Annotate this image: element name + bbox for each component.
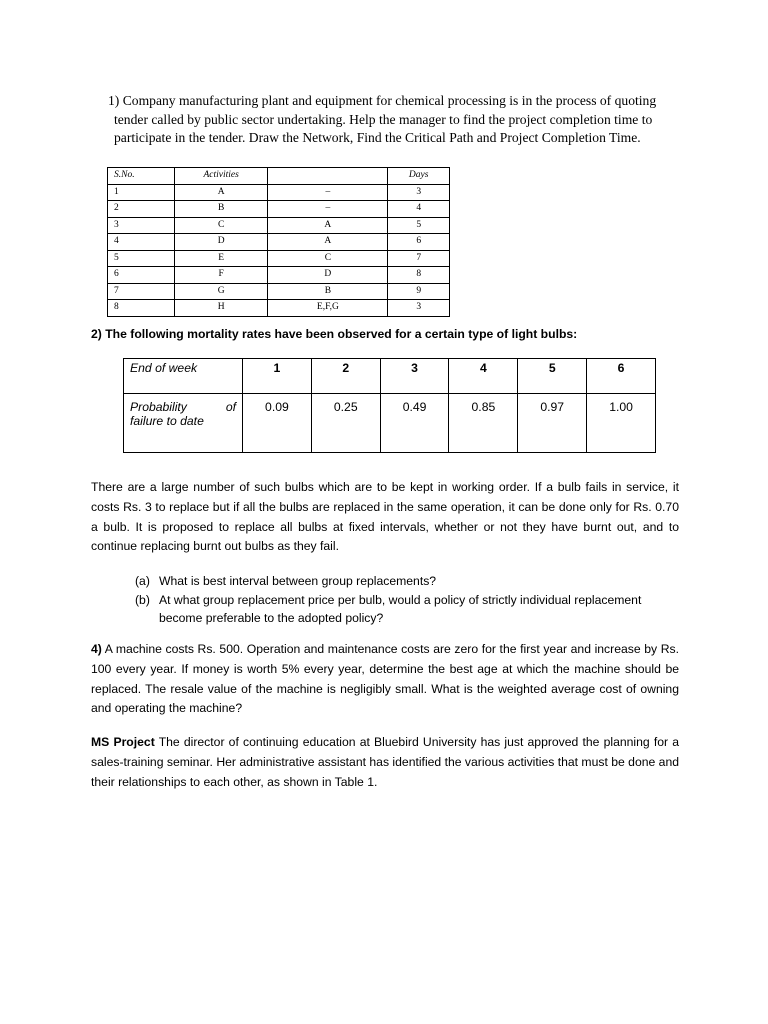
ms-project-question xyxy=(91,733,679,792)
activity-table-row xyxy=(108,267,450,284)
activity-cell-predecessor: A xyxy=(268,234,388,251)
activity-table xyxy=(107,167,450,317)
question-1-line-2: tender called by public sector undertaking. Help the manager to find the project completion time to xyxy=(114,111,653,127)
activity-cell-activity: F xyxy=(174,267,267,284)
question-4 xyxy=(91,640,679,719)
activity-table-row xyxy=(108,250,450,267)
activity-cell-predecessor: C xyxy=(268,250,388,267)
activity-cell-activity: G xyxy=(174,283,267,300)
activity-cell-days: 4 xyxy=(388,201,450,218)
probability-value-cell: 0.85 xyxy=(449,394,518,453)
activity-cell-activity: C xyxy=(174,217,267,234)
activity-cell-sno: 6 xyxy=(108,267,175,284)
week-number-cell: 6 xyxy=(587,359,656,394)
probability-label-cell xyxy=(124,394,243,453)
mortality-table xyxy=(123,358,656,453)
question-2-subquestions xyxy=(135,572,680,628)
activity-table-row xyxy=(108,300,450,317)
activity-table-row xyxy=(108,234,450,251)
mortality-row-week xyxy=(124,359,656,394)
activity-table-row xyxy=(108,201,450,218)
week-number-cell: 4 xyxy=(449,359,518,394)
activity-cell-days: 3 xyxy=(388,184,450,201)
end-of-week-label: End of week xyxy=(124,359,243,394)
activity-cell-activity: B xyxy=(174,201,267,218)
activity-cell-days: 9 xyxy=(388,283,450,300)
probability-value-cell: 0.25 xyxy=(311,394,380,453)
activity-table-row xyxy=(108,217,450,234)
probability-value-cell: 0.09 xyxy=(243,394,312,453)
activity-cell-sno: 1 xyxy=(108,184,175,201)
activity-cell-activity: D xyxy=(174,234,267,251)
activity-table-row xyxy=(108,283,450,300)
activity-cell-sno: 4 xyxy=(108,234,175,251)
question-1-line-1: 1) Company manufacturing plant and equipment for chemical processing is in the process of quoting xyxy=(108,93,657,108)
activity-cell-days: 7 xyxy=(388,250,450,267)
week-number-cell: 3 xyxy=(380,359,449,394)
week-number-cell: 2 xyxy=(311,359,380,394)
week-number-cell: 5 xyxy=(518,359,587,394)
activity-table-body xyxy=(108,168,450,317)
activity-cell-days: 3 xyxy=(388,300,450,317)
ms-project-text: The director of continuing education at Bluebird University has just approved the planning for a sales-training seminar. Her administrative assistant has identified the various activities that must be done and their relationships to each other, as shown in Table 1. xyxy=(91,735,680,789)
activity-cell-sno: 2 xyxy=(108,201,175,218)
question-1 xyxy=(108,92,680,148)
question-1-line-3: participate in the tender. Draw the Network, Find the Critical Path and Project Completion Time. xyxy=(114,130,641,145)
activity-cell-days: 8 xyxy=(388,267,450,284)
probability-value-cell: 0.97 xyxy=(518,394,587,453)
question-4-label: 4) xyxy=(91,642,102,656)
activity-cell-sno: 3 xyxy=(108,217,175,234)
question-2-paragraph: There are a large number of such bulbs which are to be kept in working order. If a bulb fails in service, it costs Rs. 3 to replace but if all the bulbs are replaced in the same operation, it can be done only for Rs. 0.70 a bulb. It is proposed to replace all bulbs at fixed intervals, whether or not they have burnt out, and to continue replacing burnt out bulbs as they fail. xyxy=(91,480,679,554)
subquestion-a-text: What is best interval between group replacements? xyxy=(159,574,437,588)
activity-header-predecessor xyxy=(268,168,388,185)
activity-cell-sno: 7 xyxy=(108,283,175,300)
activity-cell-predecessor: D xyxy=(268,267,388,284)
activity-table-row xyxy=(108,184,450,201)
activity-header-activity: Activities xyxy=(174,168,267,185)
activity-header-sno: S.No. xyxy=(108,168,175,185)
activity-cell-predecessor: B xyxy=(268,283,388,300)
probability-label-second-line: failure to date xyxy=(130,414,204,428)
question-4-text: A machine costs Rs. 500. Operation and maintenance costs are zero for the first year and increase by Rs. 100 every year. If money is worth 5% every year, determine the best age at which the machine should be replaced. The resale value of the machine is negligibly small. What is the weighted average cost of owning and operating the machine? xyxy=(91,642,679,716)
activity-cell-predecessor: – xyxy=(268,184,388,201)
activity-table-header-row xyxy=(108,168,450,185)
probability-label-of: of xyxy=(225,400,236,414)
probability-label-word: Probability xyxy=(130,400,187,414)
activity-header-days: Days xyxy=(388,168,450,185)
subquestion-b-marker: (b) xyxy=(135,592,150,607)
activity-cell-activity: H xyxy=(174,300,267,317)
subquestion-b xyxy=(135,591,680,628)
activity-cell-days: 6 xyxy=(388,234,450,251)
activity-cell-sno: 5 xyxy=(108,250,175,267)
subquestion-b-text: At what group replacement price per bulb, would a policy of strictly individual replacement become preferable to the adopted policy? xyxy=(159,592,642,625)
activity-cell-predecessor: A xyxy=(268,217,388,234)
subquestion-a-marker: (a) xyxy=(135,574,150,588)
activity-cell-activity: A xyxy=(174,184,267,201)
probability-value-cell: 0.49 xyxy=(380,394,449,453)
subquestion-a xyxy=(135,572,680,591)
mortality-row-probability xyxy=(124,394,656,453)
activity-cell-predecessor: – xyxy=(268,201,388,218)
activity-cell-predecessor: E,F,G xyxy=(268,300,388,317)
probability-label-line xyxy=(130,400,236,414)
ms-project-label: MS Project xyxy=(91,735,155,749)
probability-value-cell: 1.00 xyxy=(587,394,656,453)
activity-cell-activity: E xyxy=(174,250,267,267)
activity-cell-days: 5 xyxy=(388,217,450,234)
week-number-cell: 1 xyxy=(243,359,312,394)
question-2-heading: 2) The following mortality rates have been observed for a certain type of light bulbs: xyxy=(91,327,578,341)
activity-cell-sno: 8 xyxy=(108,300,175,317)
